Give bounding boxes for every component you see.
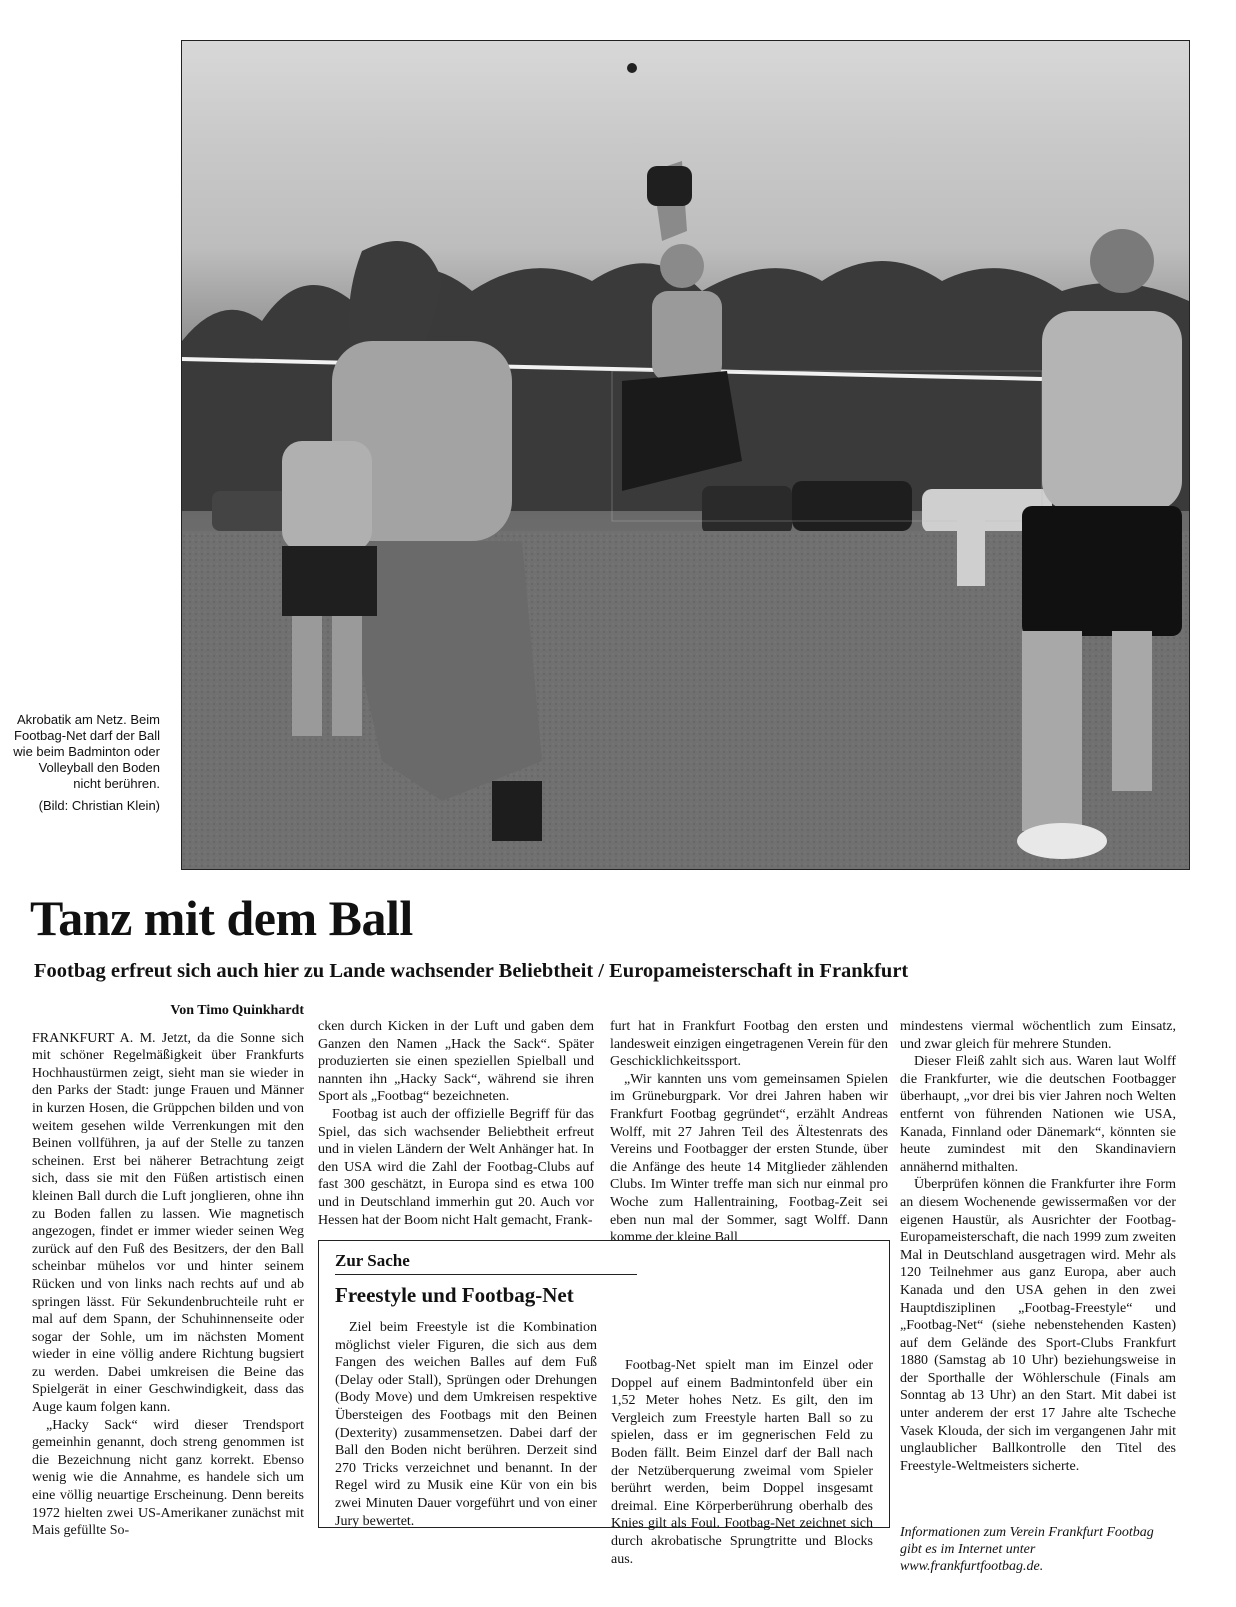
paragraph: „Hacky Sack“ wird dieser Trendsport gemeinhin genannt, doch streng genommen ist die Bezeichnung nicht ganz korrekt. Ebenso wenig wie die Annahme, es handele sich um eine völlig neuartige Erscheinung. Denn bereits 1972 hielten zwei US-Amerikaner zunächst mit Mais gefüllte So- <box>32 1417 304 1539</box>
paragraph: furt hat in Frankfurt Footbag den ersten und landesweit einzigen eingetragenen Verein für den Geschicklichkeitssport. <box>610 1019 888 1070</box>
paragraph: FRANKFURT A. M. Jetzt, da die Sonne sich mit schöner Regelmäßigkeit über Frankfurts Hochhaustürmen zeigt, sieht man sie wieder in den Parks der Stadt: junge Frauen und Männer in kurzen Hosen, die Grüppchen bilden und von weitem gesehen wilde Verrenkungen mit den Beinen vollführen, ja auf der Stelle zu tanzen scheinen. Erst bei näherer Betrachtung zeigt sich, dass sie mit den Füßen artistisch einen kleinen Ball durch die Luft jonglieren, ohne ihn zu Boden fallen zu lassen. Wie magnetisch angezogen, findet er immer wieder seinen Weg zurück auf den Fuß des Besitzers, der den Ball scheinbar mühelos vor und hinter seinem Rücken und von links nach rechts auf und ab springen lässt. Für Sekundenbruchteile ruht er mal auf dem Spann, der Schuhinnenseite oder sogar der Sohle, um im nächsten Moment wieder in eine völlig andere Richtung bugsiert zu werden. Dabei umkreisen die Beine das Spielgerät in einer Geschwindigkeit, dass das Auge kaum folgen kann. <box>32 1030 304 1416</box>
photo-caption <box>10 712 160 814</box>
caption-text: Akrobatik am Netz. Beim Footbag-Net darf der Ball wie beim Badminton oder Volleyball den Boden nicht berühren. <box>13 712 160 791</box>
article-column-3 <box>610 1018 888 1247</box>
box-kicker: Zur Sache <box>335 1251 410 1270</box>
photo-illustration <box>182 41 1189 869</box>
article-column-1 <box>32 1002 304 1540</box>
paragraph: Footbag-Net spielt man im Einzel oder Doppel auf einem Badmintonfeld über ein 1,52 Meter hohes Netz. Es gilt, den im Vergleich zum Freestyle harten Ball so zu spielen, dass er im gegnerischen Feld zu Boden fällt. Beim Einzel darf der Ball nach der Netzüberquerung zweimal vom Spieler berührt werden, beim Doppel insgesamt dreimal. Eine Körperberührung oberhalb des Knies gilt als Foul. Footbag-Net zeichnet sich durch akrobatische Sprungtritte und Blocks aus. <box>611 1358 873 1567</box>
info-box <box>318 1240 890 1567</box>
article-photo <box>181 40 1190 870</box>
paragraph: Footbag ist auch der offizielle Begriff für das Spiel, das sich wachsender Beliebtheit erfreut und in vielen Ländern der Welt Anhänger hat. In den USA wird die Zahl der Footbag-Clubs auf fast 300 geschätzt, in Europa sind es etwa 100 und in Deutschland immerhin gut 20. Auch vor Hessen hat der Boom nicht Halt gemacht, Frank- <box>318 1106 594 1228</box>
box-column-2 <box>611 1357 873 1568</box>
box-divider <box>335 1274 637 1275</box>
byline: Von Timo Quinkhardt <box>170 1003 304 1018</box>
paragraph: „Wir kannten uns vom gemeinsamen Spielen im Grüneburgpark. Vor drei Jahren haben wir Frankfurt Footbag gegründet“, erzählt Andreas Wolff, mit 27 Jahren Teil des Ältestenrats des Vereins und Footbagger der ersten Stunde, über die Anfänge des heute 14 Mitglieder zählenden Clubs. Im Winter treffe man sich nur einmal pro Woche zum Hallentraining, Footbag-Zeit sei eben nun mal der Sommer, sagt Wolff. Dann komme der kleine Ball <box>610 1071 888 1246</box>
article-column-4 <box>900 1018 1176 1475</box>
paragraph: mindestens viermal wöchentlich zum Einsatz, und zwar gleich für mehrere Stunden. <box>900 1019 1176 1052</box>
paragraph: Überprüfen können die Frankfurter ihre Form an diesem Wochenende gewissermaßen vor der eigenen Haustür, als Ausrichter der Footbag-Europameisterschaft, die nach 1999 zum zweiten Mal in Deutschland ausgetragen wird. Mehr als 120 Teilnehmer aus ganz Europa, aber auch Kanada und den USA gehen in den zwei Hauptdisziplinen „Footbag-Freestyle“ und „Footbag-Net“ (siehe nebenstehenden Kasten) auf dem Gelände des Sport-Clubs Frankfurt 1880 (Samstag ab 10 Uhr) beziehungsweise in der Sporthalle der Wöhlerschule (Finals am Sonntag ab 13 Uhr) an den Start. Mit dabei ist unter anderem der erst 17 Jahre alte Tscheche Vasek Klouda, der sich im vergangenen Jahr mit unglaublicher Ballkontrolle den Titel des Freestyle-Weltmeisters sicherte. <box>900 1177 1176 1474</box>
box-column-1 <box>335 1319 597 1530</box>
paragraph: cken durch Kicken in der Luft und gaben dem Ganzen den Namen „Hack the Sack“. Später produzierten sie einen speziellen Spielball und nannten ihn „Hacky Sack“, während sie ihren Sport als „Footbag“ bezeichneten. <box>318 1019 594 1105</box>
subheadline: Footbag erfreut sich auch hier zu Lande wachsender Beliebtheit / Europameisterschaft in Frankfurt <box>34 960 909 982</box>
paragraph: Ziel beim Freestyle ist die Kombination möglichst vieler Figuren, die sich aus dem Fangen des weichen Balles auf dem Fuß (Delay oder Stall), Sprüngen oder Drehungen (Body Move) und dem Umkreisen respektive Übersteigen des Footbags mit den Beinen (Dexterity) zusammensetzen. Dabei darf der Ball den Boden nicht berühren. Derzeit sind 270 Tricks verzeichnet und benannt. In der Regel wird zu Musik eine Kür von ein bis zwei Minuten Dauer vorgeführt und von einer Jury bewertet. <box>335 1320 597 1529</box>
info-note: Informationen zum Verein Frankfurt Footbag gibt es im Internet unter www.frankfurtfootbag.de. <box>900 1525 1154 1574</box>
paragraph: Dieser Fleiß zahlt sich aus. Waren laut Wolff die Frankfurter, wie die deutschen Footbagger überhaupt, „vor drei bis vier Jahren noch Welten entfernt von führenden Nationen wie USA, Kanada, Finnland oder Dänemark“, könnten sie heute zumindest mit den Skandinaviern annähernd mithalten. <box>900 1054 1176 1175</box>
article-column-2 <box>318 1018 594 1229</box>
box-title: Freestyle und Footbag-Net <box>335 1283 574 1307</box>
headline: Tanz mit dem Ball <box>30 890 413 946</box>
photo-credit: (Bild: Christian Klein) <box>38 798 160 813</box>
